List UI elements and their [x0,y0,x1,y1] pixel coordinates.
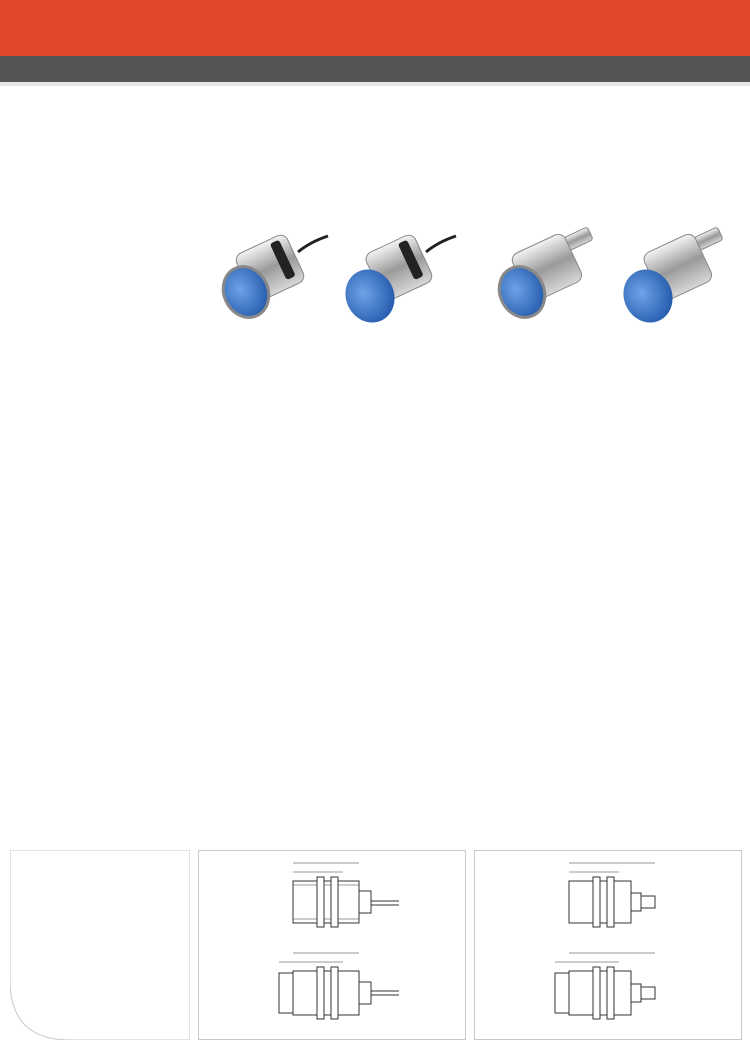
note-panel-border [10,850,190,1040]
drawing-cable-bottom [279,953,399,1019]
sensor-image-cable-flush [210,224,330,328]
drawing-panel-m12 [474,850,742,1040]
voltage-bar [0,56,750,82]
sensor-image-m12-nonflush [616,224,736,328]
drawing-m12-top [569,863,655,927]
dimension-drawing-m12 [475,851,743,1041]
header-bar [0,0,750,56]
note-panel [10,850,190,1040]
drawing-m12-bottom [555,953,655,1019]
sensor-image-cable-nonflush [338,224,458,328]
dimension-drawing-cable [199,851,467,1041]
sensor-image-m12-flush [486,224,606,328]
drawing-cable-top [293,863,399,927]
divider [0,82,750,86]
drawing-panel-cable [198,850,466,1040]
